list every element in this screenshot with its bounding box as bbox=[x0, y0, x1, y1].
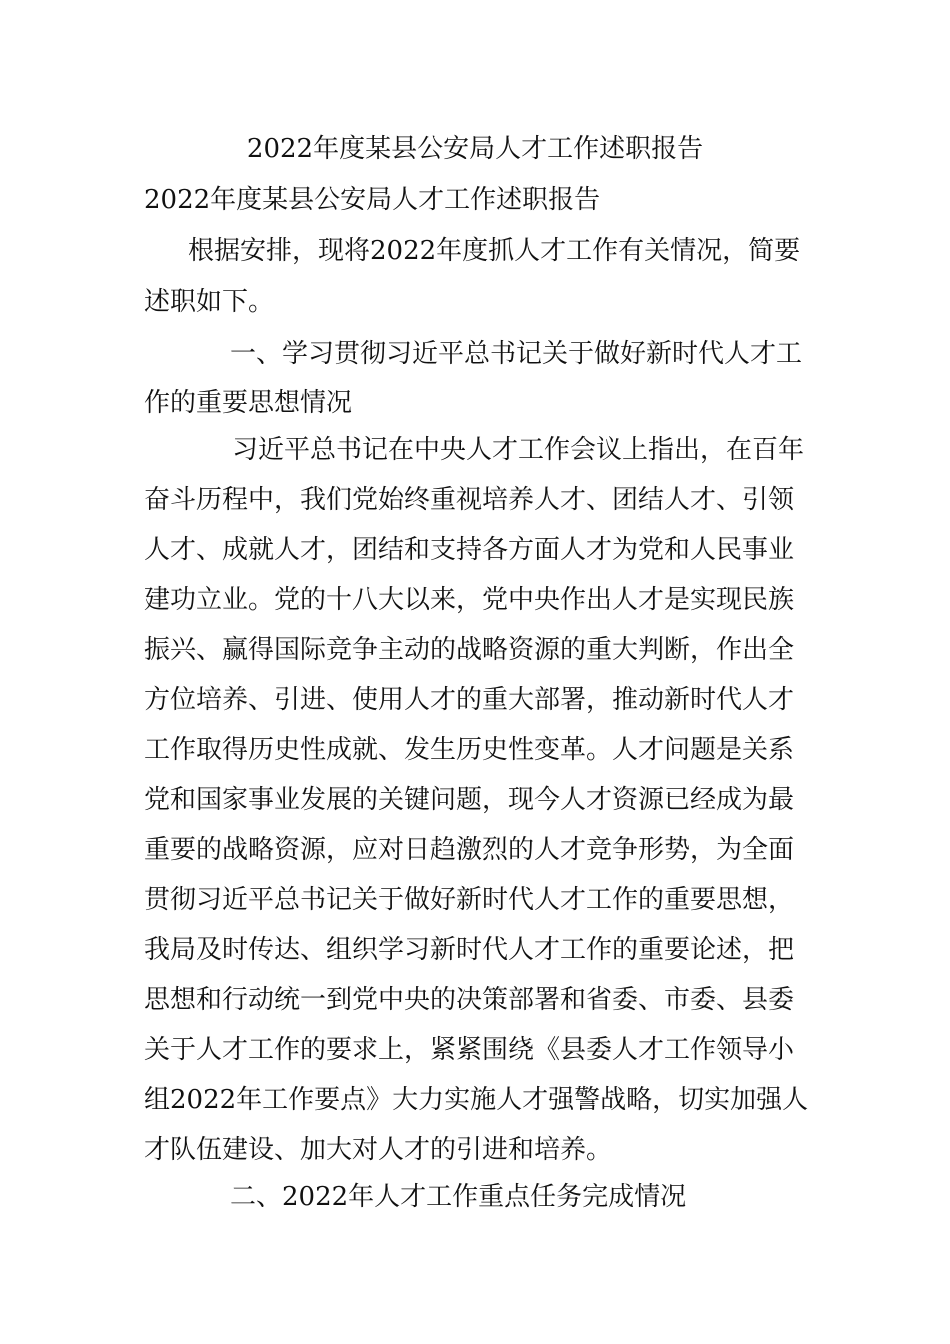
section1-body-line-11: 我局及时传达、组织学习新时代人才工作的重要论述，把 bbox=[144, 935, 795, 965]
section1-body-line-14: 组2022年工作要点》大力实施人才强警战略，切实加强人 bbox=[144, 1085, 809, 1115]
section1-body-line-1: 习近平总书记在中央人才工作会议上指出，在百年 bbox=[232, 435, 805, 465]
document-title: 2022年度某县公安局人才工作述职报告 bbox=[246, 134, 704, 164]
section1-body-line-9: 重要的战略资源，应对日趋激烈的人才竞争形势，为全面 bbox=[144, 835, 795, 865]
document-subtitle: 2022年度某县公安局人才工作述职报告 bbox=[144, 185, 601, 215]
section2-heading: 二、2022年人才工作重点任务完成情况 bbox=[230, 1182, 687, 1212]
section1-body-line-8: 党和国家事业发展的关键问题，现今人才资源已经成为最 bbox=[144, 785, 795, 815]
section1-body-line-12: 思想和行动统一到党中央的决策部署和省委、市委、县委 bbox=[144, 985, 795, 1015]
section1-heading-line-1: 一、学习贯彻习近平总书记关于做好新时代人才工 bbox=[230, 339, 803, 369]
section1-body-line-4: 建功立业。党的十八大以来，党中央作出人才是实现民族 bbox=[144, 585, 795, 615]
section1-body-line-2: 奋斗历程中，我们党始终重视培养人才、团结人才、引领 bbox=[144, 485, 795, 515]
intro-line-2: 述职如下。 bbox=[144, 287, 275, 317]
section1-body-line-15: 才队伍建设、加大对人才的引进和培养。 bbox=[144, 1135, 613, 1165]
section1-heading-line-2: 作的重要思想情况 bbox=[144, 388, 353, 418]
section1-body-line-5: 振兴、赢得国际竞争主动的战略资源的重大判断，作出全 bbox=[144, 635, 795, 665]
section1-body-line-10: 贯彻习近平总书记关于做好新时代人才工作的重要思想， bbox=[144, 885, 795, 915]
section1-body-line-3: 人才、成就人才，团结和支持各方面人才为党和人民事业 bbox=[144, 535, 795, 565]
section1-body-line-13: 关于人才工作的要求上，紧紧围绕《县委人才工作领导小 bbox=[144, 1035, 795, 1065]
section1-body-line-6: 方位培养、引进、使用人才的重大部署，推动新时代人才 bbox=[144, 685, 795, 715]
intro-line-1: 根据安排，现将2022年度抓人才工作有关情况，简要 bbox=[188, 236, 801, 266]
section1-body-line-7: 工作取得历史性成就、发生历史性变革。人才问题是关系 bbox=[144, 735, 795, 765]
